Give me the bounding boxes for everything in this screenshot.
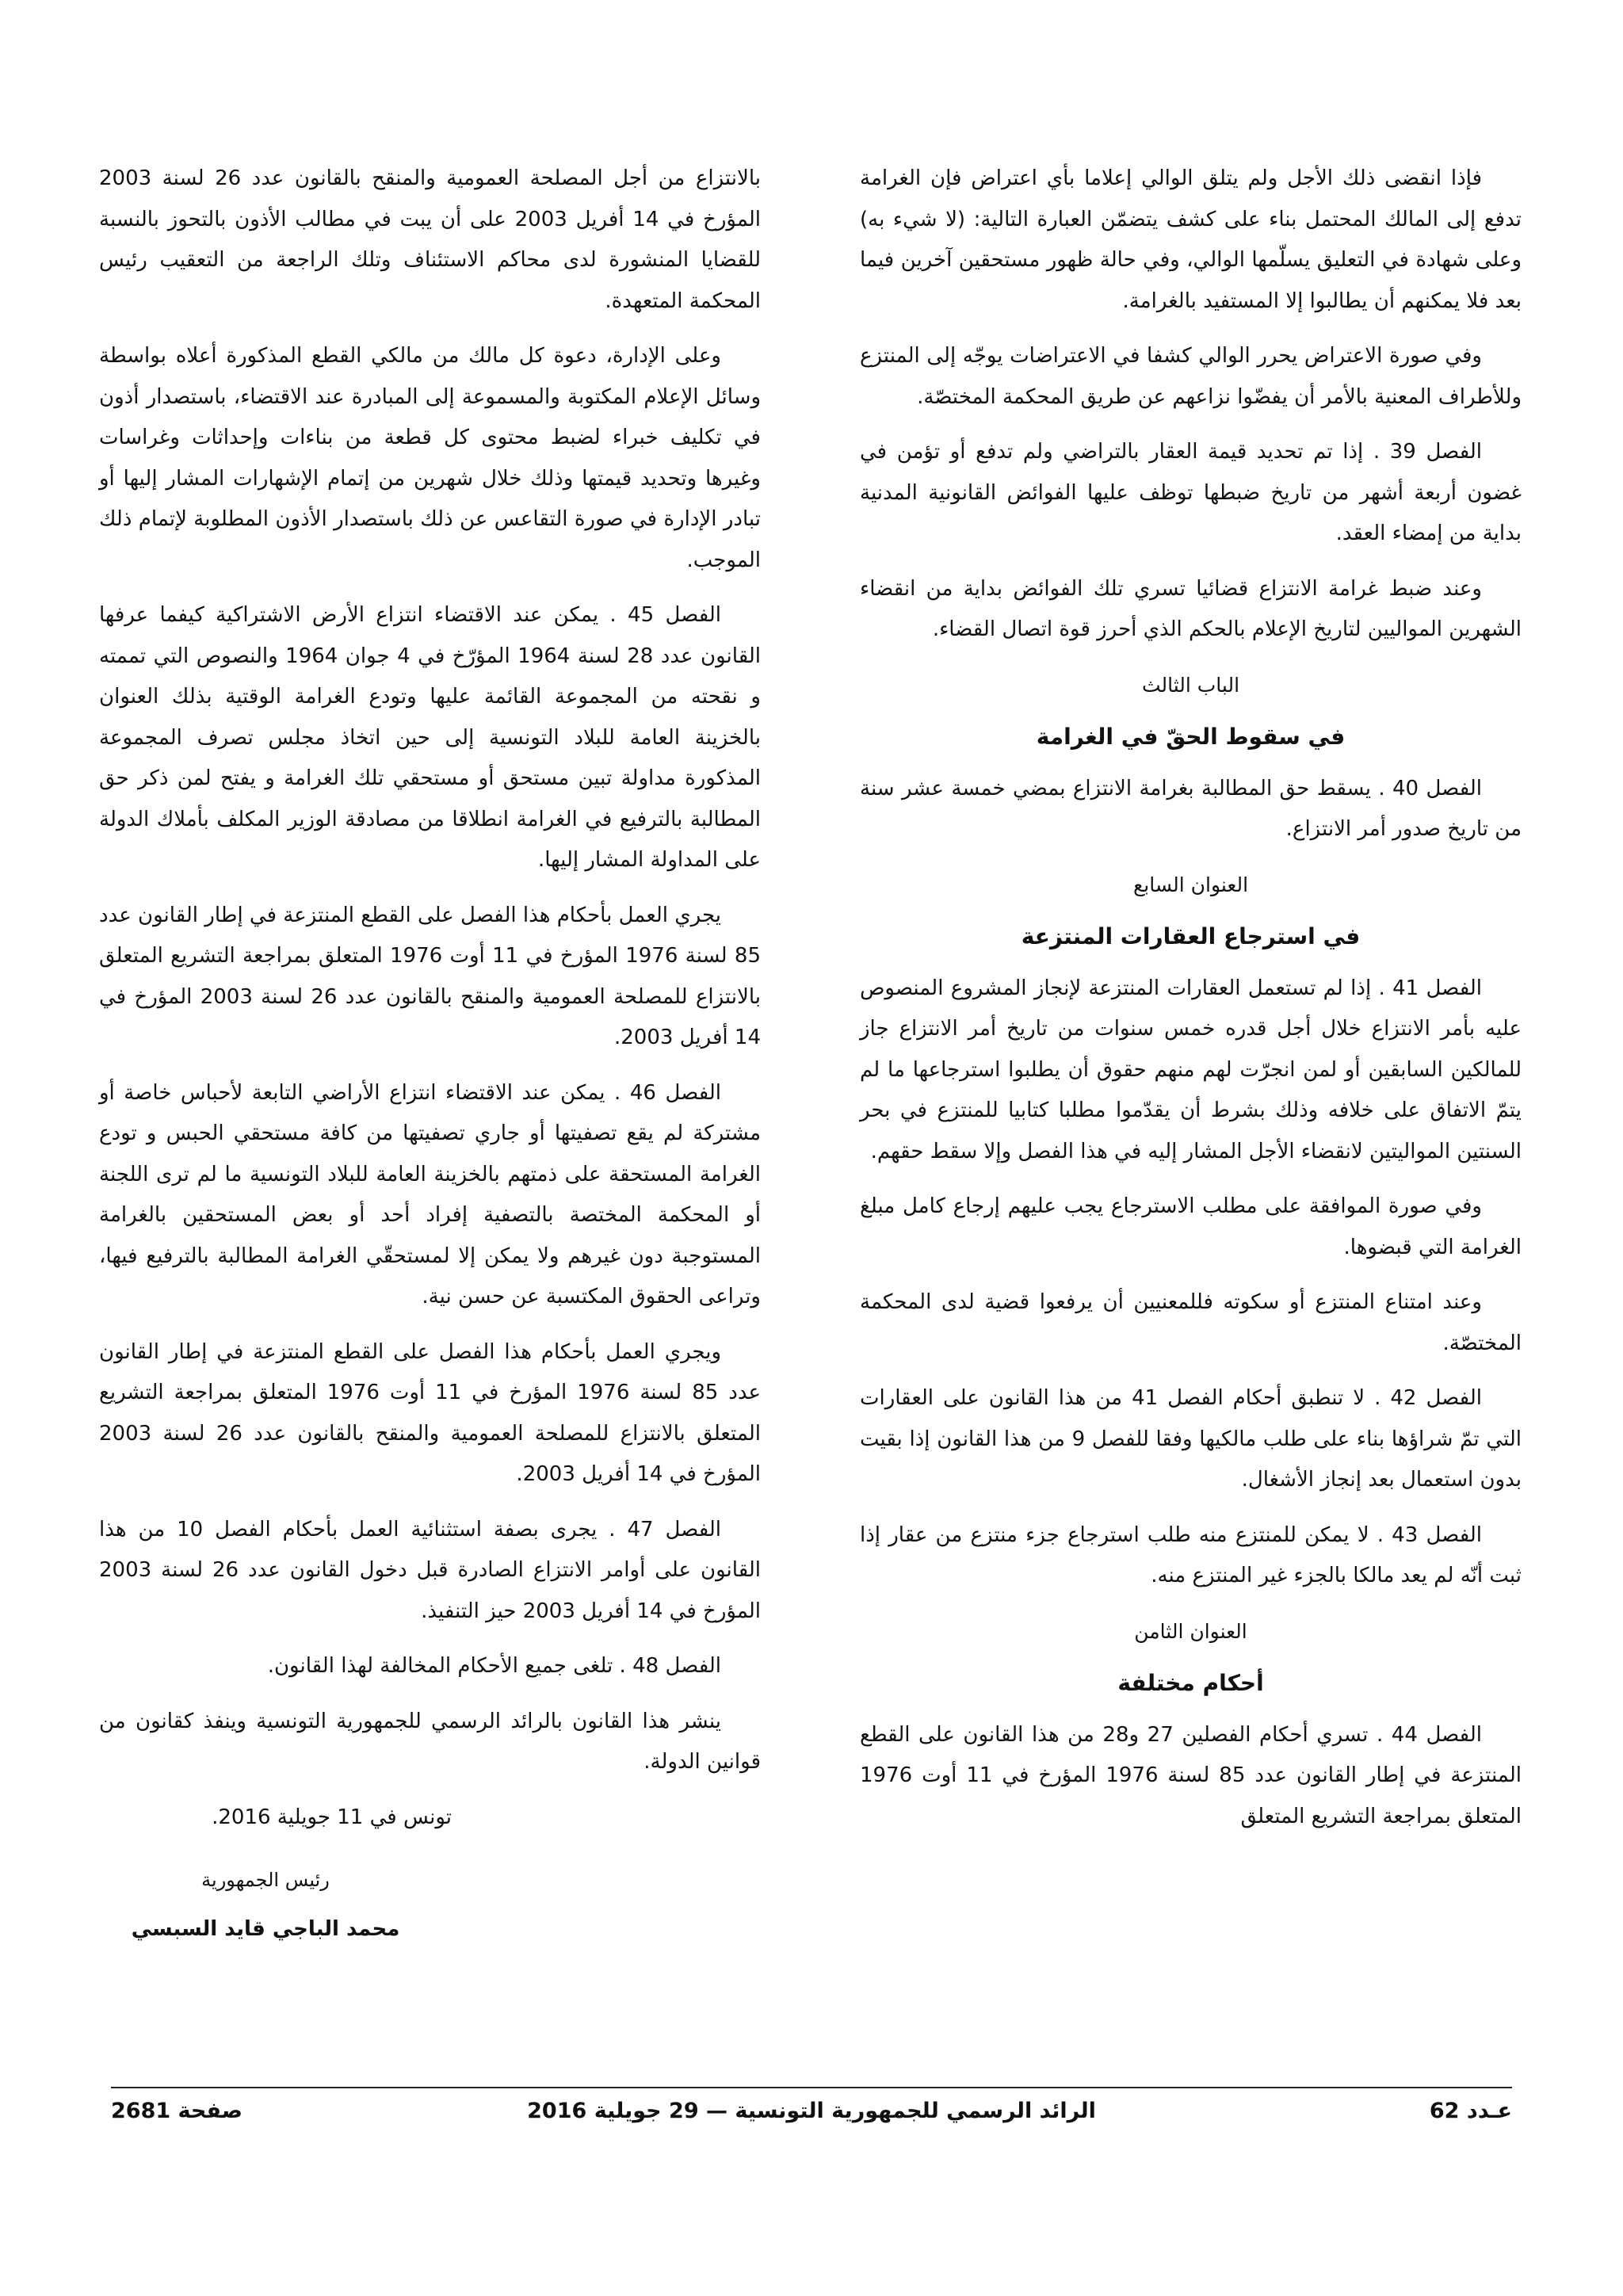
article-41: الفصل 41 . إذا لم تستعمل العقارات المنتزعة لإنجاز المشروع المنصوص عليه بأمر الانتزاع خلال أجل قدره خمس سنوات من تاريخ أمر الانتزاع جاز للمالكين السابقين أو لمن انجرّت لهم منهم حقوق أن يطلبوا استرجاعها ما لم يتمّ الاتفاق على خلافه وذلك بشرط أن يقدّموا مطلبا كتابيا للمنتزع في بحر السنتين المواليتين لانقضاء الأجل المشار إليه في هذا الفصل وإلا سقط حقهم. [860, 976, 1522, 1163]
signature-name: محمد الباجي قايد السبسي [131, 1916, 400, 1941]
article-46: الفصل 46 . يمكن عند الاقتضاء انتزاع الأراضي التابعة لأحباس خاصة أو مشتركة لم يقع تصفيتها أو جاري تصفيتها من كافة مستحقي الحبس و تودع الغرامة المستحقة على ذمتهم بالخزينة العامة للبلاد التونسية ما لم ترى اللجنة أو المحكمة المختصة بالتصفية إفراد أحد أو بعض المستحقين بالغرامة المستوجبة دون غيرهم ولا يمكن إلا لمستحقّي الغرامة المطالبة بالترفيع فيها، وتراعى الحقوق المكتسبة عن حسن نية. [99, 1080, 761, 1308]
section-heading: العنوان السابع [1132, 873, 1249, 896]
paragraph: فإذا انقضى ذلك الأجل ولم يتلق الوالي إعلاما بأي اعتراض فإن الغرامة تدفع إلى المالك المحتمل بناء على كشف يتضمّن العبارة التالية: (لا شيء به) وعلى شهادة في التعليق يسلّمها الوالي، وفي حالة ظهور مستحقين آخرين فيما بعد فلا يمكنهم أن يطالبوا إلا المستفيد بالغرامة. [860, 166, 1522, 313]
footer-divider [111, 2087, 1512, 2088]
article-44: الفصل 44 . تسري أحكام الفصلين 27 و28 من هذا القانون على القطع المنتزعة في إطار القانون عدد 85 لسنة 1976 المؤرخ في 11 أوت 1976 المتعلق بمراجعة التشريع المتعلق [860, 1722, 1522, 1828]
issue-number: عـدد 62 [1429, 2099, 1512, 2123]
article-47: الفصل 47 . يجرى بصفة استثنائية العمل بأحكام الفصل 10 من هذا القانون على أوامر الانتزاع الصادرة قبل دخول القانون عدد 26 لسنة 2003 المؤرخ في 14 أفريل 2003 حيز التنفيذ. [99, 1517, 761, 1623]
page-footer [111, 2099, 1512, 2138]
paragraph: وفي صورة الاعتراض يحرر الوالي كشفا في الاعتراضات يوجّه إلى المنتزع وللأطراف المعنية بالأمر أن يفضّوا نزاعهم عن طريق المحكمة المختصّة. [860, 344, 1522, 409]
right-column [860, 159, 1522, 1851]
section-heading: الباب الثالث [1141, 673, 1240, 697]
paragraph: وعند ضبط غرامة الانتزاع قضائيا تسري تلك الفوائض بداية من انقضاء الشهرين المواليين لتاريخ الإعلام بالحكم الذي أحرز قوة اتصال القضاء. [860, 576, 1522, 641]
paragraph: يجري العمل بأحكام هذا الفصل على القطع المنتزعة في إطار القانون عدد 85 لسنة 1976 المؤرخ في 11 أوت 1976 المتعلق بمراجعة التشريع المتعلق بالانتزاع للمصلحة العمومية والمنقح بالقانون عدد 26 لسنة 2003 المؤرخ في 14 أفريل 2003. [99, 903, 761, 1049]
paragraph: وفي صورة الموافقة على مطلب الاسترجاع يجب عليهم إرجاع كامل مبلغ الغرامة التي قبضوها. [860, 1194, 1522, 1259]
section-title: في سقوط الحقّ في الغرامة [1036, 724, 1346, 750]
article-39: الفصل 39 . إذا تم تحديد قيمة العقار بالتراضي ولم تدفع أو تؤمن في غضون أربعة أشهر من تاريخ ضبطها توظف عليها الفوائض القانونية المدنية بداية من إمضاء العقد. [860, 440, 1522, 545]
publication-clause: ينشر هذا القانون بالرائد الرسمي للجمهورية التونسية وينفذ كقانون من قوانين الدولة. [99, 1709, 761, 1774]
article-48: الفصل 48 . تلغى جميع الأحكام المخالفة لهذا القانون. [267, 1654, 721, 1678]
paragraph: وعلى الإدارة، دعوة كل مالك من مالكي القطع المذكورة أعلاه بواسطة وسائل الإعلام المكتوبة والمسموعة إلى المبادرة عند الاقتضاء، باستصدار أذون في تكليف خبراء لضبط محتوى كل قطعة من بناءات وإحداثات وغراسات وغيرها وتحديد قيمتها وذلك خلال شهرين من إتمام الإشهارات المشار إليها أو تبادر الإدارة في صورة التقاعس عن ذلك باستصدار الأذون المطلوبة لإتمام ذلك الموجب. [99, 344, 761, 572]
page-number: صفحة 2681 [111, 2099, 242, 2123]
article-42: الفصل 42 . لا تنطبق أحكام الفصل 41 من هذا القانون على العقارات التي تمّ شراؤها بناء على طلب مالكيها وفقا للفصل 9 من هذا القانون إذا بقيت بدون استعمال بعد إنجاز الأشغال. [860, 1386, 1522, 1492]
article-43: الفصل 43 . لا يمكن للمنتزع منه طلب استرجاع جزء منتزع من عقار إذا ثبت أنّه لم يعد مالكا بالجزء غير المنتزع منه. [860, 1522, 1522, 1587]
article-40: الفصل 40 . يسقط حق المطالبة بغرامة الانتزاع بمضي خمسة عشر سنة من تاريخ صدور أمر الانتزاع. [860, 776, 1522, 841]
section-heading: العنوان الثامن [1134, 1619, 1247, 1643]
section-title: في استرجاع العقارات المنتزعة [1021, 923, 1361, 949]
paragraph: ويجري العمل بأحكام هذا الفصل على القطع المنتزعة في إطار القانون عدد 85 لسنة 1976 المؤرخ في 11 أوت 1976 المتعلق بمراجعة التشريع المتعلق بالانتزاع للمصلحة العمومية والمنقح بالقانون عدد 26 لسنة 2003 المؤرخ في 14 أفريل 2003. [99, 1339, 762, 1486]
left-column [99, 159, 761, 1950]
paragraph: بالانتزاع من أجل المصلحة العمومية والمنقح بالقانون عدد 26 لسنة 2003 المؤرخ في 14 أفريل 2003 على أن يبت في مطالب الأذون بالتحوز بالنسبة للقضايا المنشورة لدى محاكم الاستئناف وتلك الراجعة من التعقيب رئيس المحكمة المتعهدة. [99, 166, 762, 313]
section-title: أحكام مختلفة [1117, 1670, 1264, 1696]
paragraph: وعند امتناع المنتزع أو سكوته فللمعنيين أن يرفعوا قضية لدى المحكمة المختصّة. [860, 1290, 1522, 1355]
journal-title: الرائد الرسمي للجمهورية التونسية — 29 جويلية 2016 [527, 2099, 1096, 2123]
article-45: الفصل 45 . يمكن عند الاقتضاء انتزاع الأرض الاشتراكية كيفما عرفها القانون عدد 28 لسنة 1964 المؤرّخ في 4 جوان 1964 والنصوص التي تممته و نقحته من المجموعة القائمة عليها وتودع الغرامة الوقتية بذلك العنوان بالخزينة العامة للبلاد التونسية إلى حين اتخاذ مجلس تصرف المجموعة المذكورة مداولة تبين مستحق أو مستحقي تلك الغرامة و يفتح لمن ذكر حق المطالبة بالترفيع في الغرامة انطلاقا من مصادقة الوزير المكلف بأملاك الدولة على المداولة المشار إليها. [99, 603, 761, 872]
date-line: تونس في 11 جويلية 2016. [212, 1805, 452, 1829]
signature-title: رئيس الجمهورية [201, 1869, 330, 1891]
